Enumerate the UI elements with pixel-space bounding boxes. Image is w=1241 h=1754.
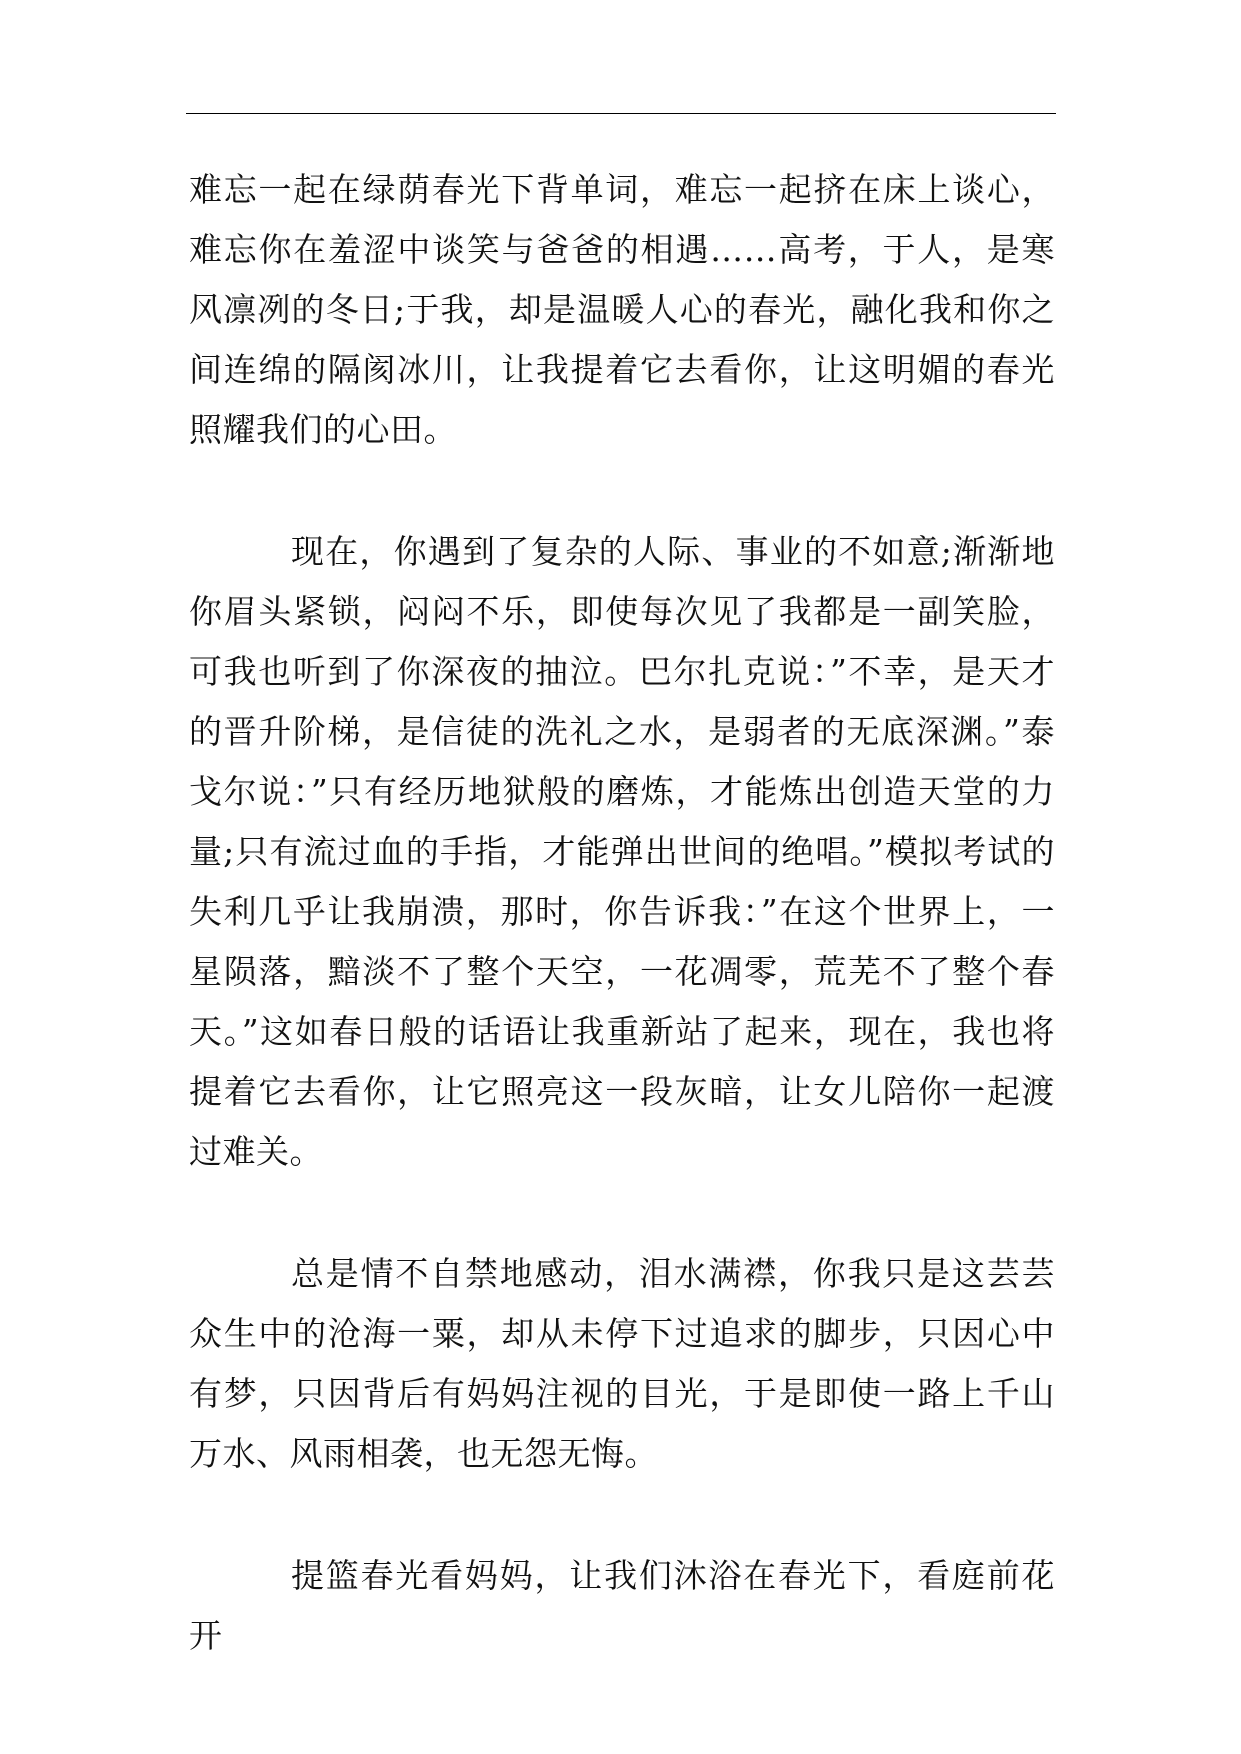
paragraph-4: 提篮春光看妈妈，让我们沐浴在春光下，看庭前花开 xyxy=(189,1556,1055,1655)
paragraph-2: 现在，你遇到了复杂的人际、事业的不如意;渐渐地你眉头紧锁，闷闷不乐，即使每次见了我都是一副笑脸，可我也听到了你深夜的抽泣。巴尔扎克说：”不幸，是天才的晋升阶梯，是信徒的洗礼之水，是弱者的无底深渊。”泰戈尔说：”只有经历地狱般的磨炼，才能炼出创造天堂的力量;只有流过血的手指，才能弹出世间的绝唱。”模拟考试的失利几乎让我崩溃，那时，你告诉我：”在这个世界上，一星陨落，黯淡不了整个天空，一花凋零，荒芜不了整个春天。”这如春日般的话语让我重新站了起来，现在，我也将提着它去看你，让它照亮这一段灰暗，让女儿陪你一起渡过难关。 xyxy=(189,532,1055,1171)
paragraph-3: 总是情不自禁地感动，泪水满襟，你我只是这芸芸众生中的沧海一粟，却从未停下过追求的脚步，只因心中有梦，只因背后有妈妈注视的目光，于是即使一路上千山万水、风雨相袭，也无怨无悔。 xyxy=(189,1254,1055,1473)
paragraph-1: 难忘一起在绿荫春光下背单词，难忘一起挤在床上谈心，难忘你在羞涩中谈笑与爸爸的相遇……高考，于人，是寒风凛冽的冬日;于我，却是温暖人心的春光，融化我和你之间连绵的隔阂冰川，让我提着它去看你，让这明媚的春光照耀我们的心田。 xyxy=(189,170,1055,449)
document-body xyxy=(189,160,1055,1666)
header-rule xyxy=(186,113,1056,114)
